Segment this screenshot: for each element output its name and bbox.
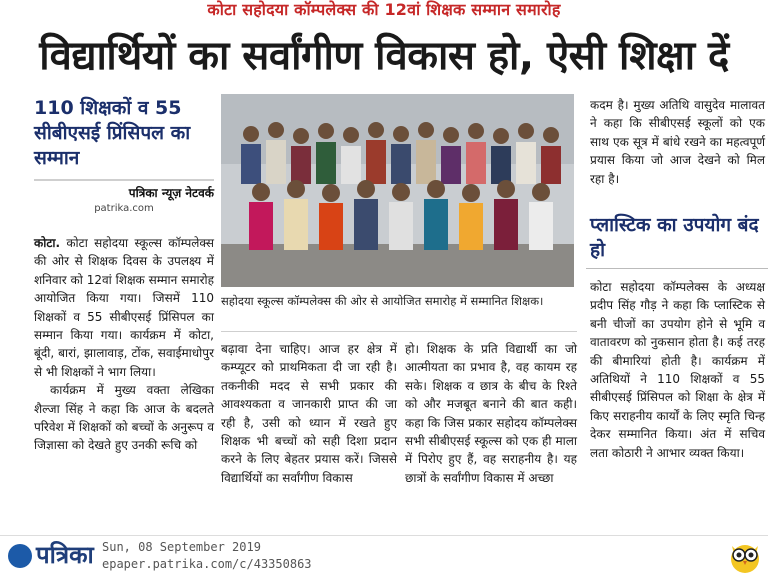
- article-column-4: [590, 96, 765, 188]
- paragraph-6: कोटा सहोदया कॉम्पलेक्स के अध्यक्ष प्रदीप सिंह गौड़ ने कहा कि प्लास्टिक से बनी चीजों का उपयोग होने से भूमि व वातावरण को नुकसान होता है। कई तरह की बीमारियां होती है। कार्यक्रम में अतिथियों ने 110 शिक्षकों व 55 सीबीएसई प्रिंसिपल को शिक्षा के क्षेत्र में किए सराहनीय कार्यों के लिए स्मृति चिन्ह देकर सम्मानित किया। अंत में सचिव लता कोठारी ने आभार व्यक्त किया।: [590, 280, 765, 460]
- article-column-4b: [590, 278, 765, 462]
- left-column: [34, 96, 214, 214]
- group-photo: [221, 94, 574, 287]
- kicker-banner: [0, 0, 768, 22]
- byline-block: [34, 179, 214, 214]
- epaper-footer: [0, 535, 768, 576]
- paragraph-4: हो। शिक्षक के प्रति विद्यार्थी का जो आत्मीयता का प्रभाव है, वह कायम रह सके। शिक्षक व छात्र के बीच के रिश्ते को और मजबूत बनाने की बात कही। कहा कि जिस प्रकार सहोदय कॉम्पलेक्स सभी सीबीएसई स्कूल्स को एक ही माला में पिरोए हुए हैं, वह सराहनीय है। यह छात्रों के सर्वांगीण विकास में अच्छा: [405, 342, 577, 485]
- dateline: कोटा.: [34, 236, 61, 250]
- paragraph-2: कार्यक्रम में मुख्य वक्ता लेखिका शैल्जा सिंह ने कहा कि आज के बदलते परिवेश में शिक्षकों को बच्चों के अनुरूप व जिज्ञासा को देखते हुए उनकी रूचि को: [34, 383, 214, 453]
- site-credit: patrika.com: [94, 203, 154, 214]
- owl-icon: [728, 538, 762, 574]
- subheadline: 110 शिक्षकों व 55 सीबीएसई प्रिंसिपल का सम्मान: [34, 97, 191, 169]
- subhead-divider: [586, 268, 768, 269]
- caption-divider: [221, 331, 577, 332]
- article-column-2: [221, 340, 397, 487]
- paragraph-5: कदम है। मुख्य अतिथि वासुदेव मालावत ने कहा कि सीबीएसई स्कूलों को एक साथ एक सूत्र में बांधे रखने का महत्वपूर्ण प्रयास किया जो आज देखने को मिल रहा है।: [590, 98, 765, 186]
- photo-illustration: [221, 94, 574, 287]
- paragraph-3: बढ़ावा देना चाहिए। आज हर क्षेत्र में कम्प्यूटर को प्राथमिकता दी जा रही है। तकनीकी मदद से सभी प्रकार की आवश्यकता व जानकारी प्राप्त की जा रही है, उसी को ध्यान में रखते हुए शिक्षक भी बच्चों को सही दिशा प्रदान करने के लिए बेहतर प्रयास करें। जिससे विद्यार्थियों का सर्वांगीण विकास: [221, 342, 397, 485]
- subheadline-plastic: प्लास्टिक का उपयोग बंद हो: [590, 214, 759, 261]
- article-column-1: [34, 234, 214, 455]
- patrika-logo-icon: [8, 544, 32, 568]
- paragraph-1: [34, 234, 214, 381]
- headline: विद्यार्थियों का सर्वांगीण विकास हो, ऐसी शिक्षा दें: [39, 33, 729, 79]
- article-column-3: [405, 340, 577, 487]
- byline: पत्रिका न्यूज़ नेटवर्क: [128, 186, 214, 200]
- publish-date: Sun, 08 September 2019: [102, 540, 261, 554]
- kicker-text: कोटा सहोदया कॉम्पलेक्स की 12वां शिक्षक सम्मान समारोह: [207, 0, 561, 19]
- paragraph-1-text: कोटा सहोदया स्कूल्स कॉम्पलेक्स की ओर से शिक्षक दिवस के उपलक्ष्य में शनिवार को 12वां शिक्षक सम्मान समारोह आयोजित किया गया। जिसमें 110 शिक्षकों व 55 सीबीएसई प्रिंसिपल का सम्मान किया गया। कार्यक्रम में कोटा, बूंदी, बारां, झालावाड़, टोंक, सवाईमाधोपुर से भी शिक्षकों ने भाग लिया।: [34, 236, 214, 379]
- patrika-logo-text: पत्रिका: [36, 541, 94, 569]
- photo-caption: सहोदया स्कूल्स कॉम्पलेक्स की ओर से आयोजित समारोह में सम्मानित शिक्षक।: [221, 294, 544, 308]
- epaper-url[interactable]: epaper.patrika.com/c/43350863: [102, 557, 312, 571]
